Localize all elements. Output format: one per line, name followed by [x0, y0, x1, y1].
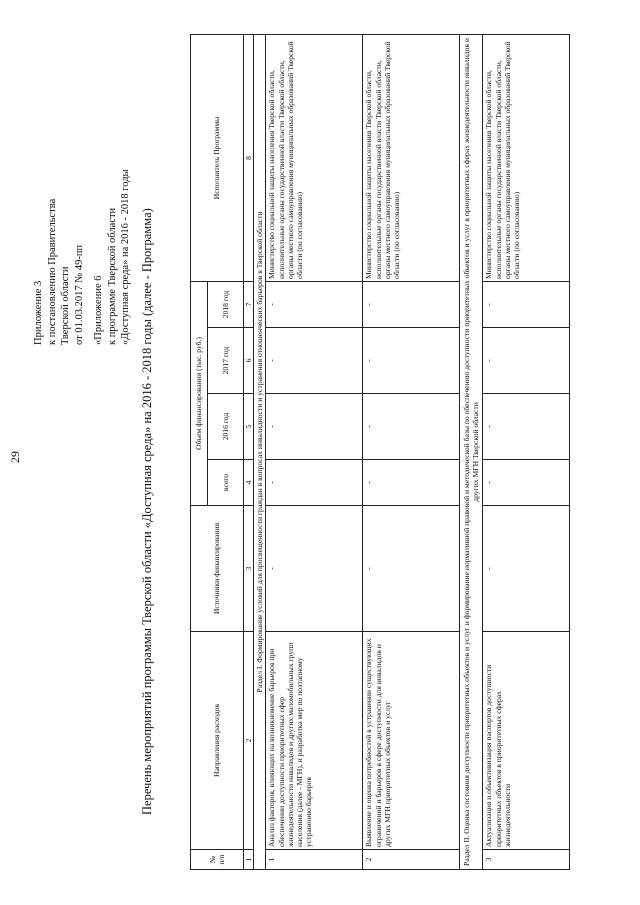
row-2018: -: [266, 281, 363, 327]
header-direction: Направления расходов: [191, 632, 244, 850]
header-line: «Доступная среда» на 2016 - 2018 годы: [120, 169, 131, 345]
col-number: 6: [244, 328, 254, 394]
col-number: 4: [244, 460, 254, 506]
row-executor: Министерство социальной защиты населения Тверской области, исполнительные органы государственной власти Тверской области, органы местного самоуправления муниципальных образований Тверской области (по согласованию): [363, 34, 460, 281]
row-2016: -: [266, 394, 363, 460]
header-2018: 2018 год: [208, 281, 244, 327]
header-num: № п/п: [191, 850, 244, 870]
row-direction: Актуализация и объективизация паспортов доступности приоритетных объектов в приоритетных сферах жизнедеятельности: [483, 632, 570, 850]
row-total: -: [363, 460, 460, 506]
col-number: 1: [244, 850, 254, 870]
row-2016: -: [363, 394, 460, 460]
row-num: 1: [266, 850, 363, 870]
section-row: [460, 34, 483, 869]
header-2016: 2016 год: [208, 394, 244, 460]
document-title: Перечень мероприятий программы Тверской области «Доступная среда» на 2016 - 2018 годы (далее - Программа): [140, 208, 154, 815]
row-source: -: [363, 506, 460, 632]
header-executor: Исполнитель Программы: [191, 34, 244, 281]
row-source: -: [483, 506, 570, 632]
row-num: 3: [483, 850, 570, 870]
col-number: 7: [244, 281, 254, 327]
row-2018: -: [483, 281, 570, 327]
row-2016: -: [483, 394, 570, 460]
program-activities-table: [190, 34, 570, 870]
row-direction: Анализ факторов, влияющих на возникновение барьеров при обеспечении доступности приоритетных сфер жизнедеятельности инвалидов и других маломобильных групп населения (далее - МГН), и разработка мер по поэтапному устранению барьеров: [266, 632, 363, 850]
row-num: 2: [363, 850, 460, 870]
row-executor: Министерство социальной защиты населения Тверской области, исполнительные органы государственной власти Тверской области, органы местного самоуправления муниципальных образований Тверской области (по согласованию): [483, 34, 570, 281]
page-number: 29: [8, 451, 22, 463]
header-line: Приложение 3: [33, 280, 44, 345]
row-2017: -: [483, 328, 570, 394]
row-2018: -: [363, 281, 460, 327]
header-2017: 2017 год: [208, 328, 244, 394]
row-executor: Министерство социальной защиты населения Тверской области, исполнительные органы государственной власти Тверской области, органы местного самоуправления муниципальных образований Тверской области (по согласованию): [266, 34, 363, 281]
section-title: Раздел I. Формирование условий для просвещенности граждан в вопросах инвалидности и устранения отношенческих барьеров в Тверской области: [254, 34, 266, 869]
row-direction: Выявление и оценка потребностей в устранении существующих ограничений и барьеров в сфере доступности для инвалидов и других МГН приоритетных объектов и услуг: [363, 632, 460, 850]
row-total: -: [266, 460, 363, 506]
row-total: -: [483, 460, 570, 506]
table-row: [483, 34, 570, 869]
col-number: 3: [244, 506, 254, 632]
header-source: Источники финансирования: [191, 506, 244, 632]
column-number-row: [244, 34, 254, 869]
header-line: «Приложение 6: [93, 275, 104, 345]
table-row: [266, 34, 363, 869]
row-2017: -: [363, 328, 460, 394]
col-number: 2: [244, 632, 254, 850]
row-source: -: [266, 506, 363, 632]
header-line: от 01.03.2017 № 49-пп: [73, 244, 85, 345]
appendix-header: [32, 169, 133, 345]
col-number: 8: [244, 34, 254, 281]
header-line: Тверской области: [60, 266, 71, 345]
header-total: всего: [208, 460, 244, 506]
row-2017: -: [266, 328, 363, 394]
col-number: 5: [244, 394, 254, 460]
section-row: [254, 34, 266, 869]
table-row: [363, 34, 460, 869]
header-line: к постановлению Правительства: [46, 198, 58, 345]
header-funding: Объем финансирования (тыс. руб.): [191, 281, 208, 505]
header-line: к программе Тверской области: [106, 207, 118, 345]
section-title: Раздел II. Оценка состояния доступности приоритетных объектов и услуг и формирование нормативной правовой и методической базы по обеспечению доступности приоритетных объектов и услуг в приоритетных сферах жизнедеятельности инвалидов и других МГН Тверской области: [460, 34, 483, 869]
